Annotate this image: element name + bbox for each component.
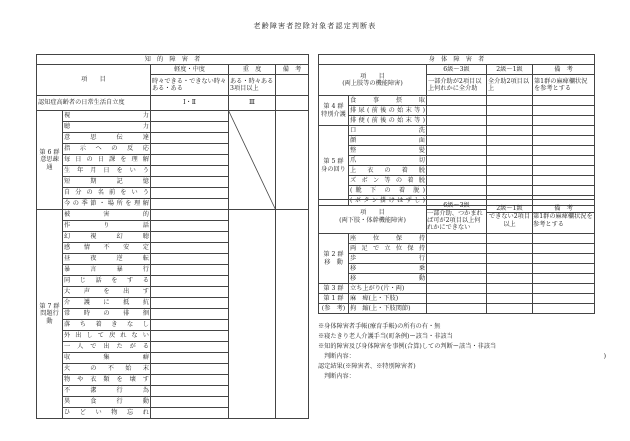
group5-item: 爪 切 xyxy=(350,156,425,164)
left-mild-desc: 時々できる・できない時々ある・ある xyxy=(151,75,229,96)
group2-g2-cell xyxy=(487,264,533,274)
group7-severe-cell xyxy=(229,210,276,419)
group2-g2-cell xyxy=(487,254,533,264)
group6-mild-cell xyxy=(151,133,229,144)
group2-g1-cell xyxy=(427,254,487,264)
group2-remarks-cell xyxy=(533,254,595,264)
dementia-remarks xyxy=(276,96,309,111)
left-section-header: 知 的 障 害 者 xyxy=(37,55,309,65)
group5-remarks-cell xyxy=(533,136,595,146)
group1-g1-cell xyxy=(427,294,487,304)
group5-g2-cell xyxy=(487,126,533,136)
group7-mild-cell xyxy=(151,353,229,364)
lower-col-g1: 6級〜3級 xyxy=(427,202,486,210)
group4-item: 排尿(前後の始末等) xyxy=(350,106,425,114)
group4-g2-cell xyxy=(487,116,533,126)
group2-g2-cell xyxy=(487,234,533,244)
note-combined: ※知的障害及び身体障害を事例(合算)しての判断ー該当・非該当 xyxy=(318,343,497,350)
note-certification: 認定結果(※障害者、※特別障害者) xyxy=(318,363,416,370)
group5-g1-cell xyxy=(427,136,487,146)
group4-g2-cell xyxy=(487,106,533,116)
group2-g2-cell xyxy=(487,274,533,284)
group2-item: 移 動 xyxy=(350,274,426,282)
group6-mild-cell xyxy=(151,122,229,133)
reference-label: (参 考) xyxy=(319,304,349,314)
group6-item: 意 思 伝 達 xyxy=(63,133,151,144)
group6-item: 短 期 記 憶 xyxy=(63,177,151,188)
group3-g2-cell xyxy=(487,284,533,294)
group7-mild-cell xyxy=(151,243,229,254)
group7-mild-cell xyxy=(151,232,229,243)
right-col-item-sub: (両上肢等の機能障害) xyxy=(342,80,403,87)
group5-item: 口 洗 xyxy=(350,126,425,134)
group4-remarks-cell xyxy=(533,106,595,116)
note-judgement-close: ) xyxy=(603,353,606,360)
group7-remarks-cell xyxy=(276,210,309,419)
group6-mild-cell xyxy=(151,188,229,199)
group6-item: 指 示 へ の 反 応 xyxy=(63,144,151,155)
lower-col-item xyxy=(319,200,427,234)
left-col-severe: 重 度 xyxy=(229,65,276,75)
group7-mild-cell xyxy=(151,375,229,386)
group7-item: 一 人 で 出 た が る xyxy=(63,342,151,353)
group2-item: 座 位 保 持 xyxy=(350,234,426,242)
group7-item: 不 潔 行 為 xyxy=(63,386,151,397)
group7-mild-cell xyxy=(151,342,229,353)
group7-mild-cell xyxy=(151,386,229,397)
reference-g2-cell xyxy=(487,304,533,314)
notes-block xyxy=(318,322,608,382)
group2-item: 両足で立位保持 xyxy=(350,244,426,252)
group7-item: 昼 夜 逆 転 xyxy=(63,254,151,265)
group6-mild-cell xyxy=(151,144,229,155)
group2-g2-cell xyxy=(487,244,533,254)
right-col-item-label: 項 目 xyxy=(360,72,385,80)
left-table xyxy=(36,54,309,419)
group5-g2-cell xyxy=(487,136,533,146)
group2-g1-cell xyxy=(427,234,487,244)
group4-g1-cell xyxy=(427,116,487,126)
group1-label: 第 1 群 xyxy=(319,294,349,304)
group4-remarks-cell xyxy=(533,116,595,126)
group5-item: 顔 面 xyxy=(350,136,425,144)
group3-item: 立ち上がり(片・両) xyxy=(349,284,427,294)
group7-item: 幻 視 幻 聴 xyxy=(63,232,151,243)
group5-remarks-cell xyxy=(533,146,595,156)
reference-item: 拘 縮(上・下肢関節) xyxy=(349,304,427,314)
group7-item: 作 り 話 xyxy=(63,221,151,232)
group7-mild-cell xyxy=(151,287,229,298)
group5-label: 第 5 群 身の回り xyxy=(319,126,349,206)
left-severe-desc: ある・時々ある3項目以上 xyxy=(229,75,276,96)
group7-item: 常 時 の 徘 徊 xyxy=(63,309,151,320)
group2-label: 第 2 群 移 動 xyxy=(319,234,349,284)
group7-item: 物 や 衣 類 を 壊 す xyxy=(63,375,151,386)
group3-remarks-cell xyxy=(533,284,595,294)
group7-item: 落 ち 着 き な し xyxy=(63,320,151,331)
group6-mild-cell xyxy=(151,177,229,188)
right-col-g1: 6級〜3級 xyxy=(427,65,487,75)
dementia-label: 認知症高齢者の日常生活自立度 xyxy=(37,96,151,111)
note-handbook: ※身体障害者手帳(療育手帳)の所有の有・無 xyxy=(318,323,441,330)
lower-col-remarks: 備 考 xyxy=(533,205,594,213)
left-col-mild: 軽度・中度 xyxy=(151,65,229,75)
group5-g1-cell xyxy=(427,126,487,136)
note-bedridden: ※寝たきり老人介護手当(町条例)ー該当・非該当 xyxy=(318,333,453,340)
group7-mild-cell xyxy=(151,408,229,419)
group7-mild-cell xyxy=(151,254,229,265)
right-col-remarks: 備 考 xyxy=(533,65,595,75)
group6-item: 毎日の日課を理解 xyxy=(63,155,151,166)
group5-g1-cell xyxy=(427,176,487,186)
group6-mild-cell xyxy=(151,166,229,177)
lower-g1-desc: 一部介助、つかまれば可が2項目以上何れかにできない xyxy=(427,209,483,232)
group5-remarks-cell xyxy=(533,176,595,186)
group6-mild-cell xyxy=(151,199,229,210)
group2-remarks-cell xyxy=(533,274,595,284)
right-section-header: 身 体 障 害 者 xyxy=(319,55,595,65)
group6-severe-cell xyxy=(229,111,276,210)
left-col-remarks: 備 考 xyxy=(276,65,309,75)
group7-item: 感 情 不 安 定 xyxy=(63,243,151,254)
lower-col-g2: 2級〜1級 xyxy=(487,205,532,213)
group5-g1-cell xyxy=(427,166,487,176)
group6-item: 自 分 の 名 前 を い う xyxy=(63,188,151,199)
right-lower-table xyxy=(318,199,595,314)
right-g1-desc: 一部介助が2項目以上何れかに全介助 xyxy=(427,75,487,96)
right-remarks-desc: 第1群の麻痺欄状況を参考とする xyxy=(533,75,595,96)
group4-item: 排便(前後の始末等) xyxy=(350,116,425,124)
right-upper-table xyxy=(318,54,595,206)
group5-g1-cell xyxy=(427,156,487,166)
group7-mild-cell xyxy=(151,221,229,232)
right-g2-desc: 全介助2項目以上 xyxy=(487,75,533,96)
group6-item: 視 力 xyxy=(63,111,151,122)
group5-g2-cell xyxy=(487,186,533,196)
group7-mild-cell xyxy=(151,265,229,276)
group7-item: 火 の 不 始 末 xyxy=(63,364,151,375)
note-judgement-label: 判断内容： xyxy=(324,353,355,360)
group6-item: 生 年 月 日 を い う xyxy=(63,166,151,177)
lower-g1-cell xyxy=(427,200,487,234)
group7-item: 暴 言 暴 行 xyxy=(63,265,151,276)
dementia-severe: Ⅲ xyxy=(229,96,276,111)
group7-item: ひ ど い 物 忘 れ xyxy=(63,408,151,419)
group5-g2-cell xyxy=(487,156,533,166)
group6-label: 第 6 群 意思疎通 xyxy=(37,111,63,210)
group5-g1-cell xyxy=(427,186,487,196)
group5-remarks-cell xyxy=(533,156,595,166)
right-col-g2: 2級〜1級 xyxy=(487,65,533,75)
group7-mild-cell xyxy=(151,276,229,287)
group5-g2-cell xyxy=(487,176,533,186)
dementia-mild: Ⅰ・Ⅱ xyxy=(151,96,229,111)
group7-item: 同 じ 話 を す る xyxy=(63,276,151,287)
group2-item: 歩 行 xyxy=(350,254,426,262)
group5-item: (ボタン掛けはずし) xyxy=(350,196,425,204)
right-col-item xyxy=(319,65,427,96)
group6-mild-cell xyxy=(151,111,229,122)
group7-mild-cell xyxy=(151,397,229,408)
group4-remarks-cell xyxy=(533,96,595,106)
group2-remarks-cell xyxy=(533,234,595,244)
reference-g1-cell xyxy=(427,304,487,314)
group7-item: 被 害 的 xyxy=(63,210,151,221)
group3-label: 第 3 群 xyxy=(319,284,349,294)
group2-remarks-cell xyxy=(533,244,595,254)
group5-item: ズ ボ ン 等 の 着 脱 xyxy=(350,176,425,184)
group6-remarks-cell xyxy=(276,111,309,210)
group4-g2-cell xyxy=(487,96,533,106)
group7-item: 外 出 し て 戻 れ な い xyxy=(63,331,151,342)
note-judgement-label-2: 判断内容： xyxy=(324,373,355,380)
group5-remarks-cell xyxy=(533,126,595,136)
group7-item: 大 声 を 出 す xyxy=(63,287,151,298)
lower-remarks-desc: 第1群の麻痺欄状況を参考とする xyxy=(533,213,593,228)
lower-col-item-sub: (両下肢・体幹機能障害) xyxy=(339,216,406,224)
group1-remarks-cell xyxy=(533,294,595,304)
group6-mild-cell xyxy=(151,155,229,166)
group7-item: 異 食 行 動 xyxy=(63,397,151,408)
group7-item: 収 集 癖 xyxy=(63,353,151,364)
group5-remarks-cell xyxy=(533,166,595,176)
group2-g1-cell xyxy=(427,264,487,274)
group5-item: 整 髪 xyxy=(350,146,425,154)
group2-remarks-cell xyxy=(533,264,595,274)
lower-g2-desc: できない2項目以上 xyxy=(488,213,531,228)
left-remarks-cell xyxy=(276,75,309,96)
page-title: 老齢障害者控除対象者認定判断表 xyxy=(253,22,377,30)
group4-g1-cell xyxy=(427,96,487,106)
group7-mild-cell xyxy=(151,309,229,320)
group7-label: 第 7 群 問題行動 xyxy=(37,210,63,419)
group7-mild-cell xyxy=(151,331,229,342)
lower-remarks-cell xyxy=(533,200,595,234)
reference-remarks-cell xyxy=(533,304,595,314)
note-judgement-row xyxy=(318,352,606,362)
lower-g2-cell xyxy=(487,200,533,234)
group2-g1-cell xyxy=(427,274,487,284)
group5-item: (靴 下 の 着 脱) xyxy=(350,186,425,194)
group5-item: 上 衣 の 着 脱 xyxy=(350,166,425,174)
group5-remarks-cell xyxy=(533,186,595,196)
group6-item: 聴 力 xyxy=(63,122,151,133)
group5-g2-cell xyxy=(487,146,533,156)
group7-mild-cell xyxy=(151,364,229,375)
lower-col-item-label: 項 目 xyxy=(360,209,385,217)
group1-g2-cell xyxy=(487,294,533,304)
group2-g1-cell xyxy=(427,244,487,254)
group6-item: 今の季節・場所を理解 xyxy=(63,199,151,210)
group1-item: 麻 痺(上・下肢) xyxy=(349,294,427,304)
left-col-item: 項 目 xyxy=(37,65,151,96)
group7-mild-cell xyxy=(151,210,229,221)
group5-g2-cell xyxy=(487,166,533,176)
group4-g1-cell xyxy=(427,106,487,116)
group7-mild-cell xyxy=(151,320,229,331)
group2-item: 移 乗 xyxy=(350,264,426,272)
group7-mild-cell xyxy=(151,298,229,309)
group7-item: 介 護 に 抵 抗 xyxy=(63,298,151,309)
group4-item: 食 事 摂 取 xyxy=(350,96,425,104)
group4-label: 第 4 群 特別介護 xyxy=(319,96,349,126)
group5-g1-cell xyxy=(427,146,487,156)
group3-g1-cell xyxy=(427,284,487,294)
